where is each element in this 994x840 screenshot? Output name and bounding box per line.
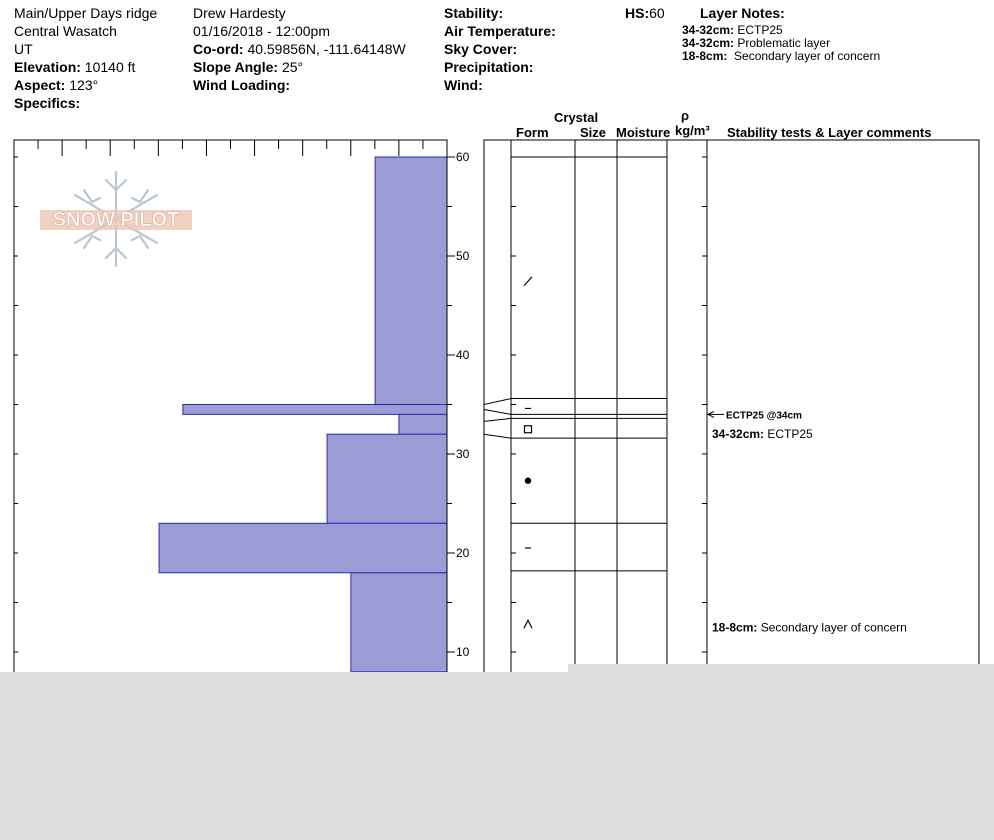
hardness-bar [159,523,447,573]
layer-comment [712,427,813,441]
rho-header: ρ [681,108,690,123]
layer-note-text: Problematic layer [737,36,831,50]
hardness-bar [399,414,447,434]
layer-note-range: 34-32cm: [682,36,735,50]
strata-connector [484,399,511,405]
slope-label: Slope Angle: [193,59,279,75]
hardness-bar [351,573,447,672]
observer-name: Drew Hardesty [193,5,286,21]
layer-comment [712,620,907,634]
strata-connector [484,434,511,438]
stability-label: Stability: [444,5,504,21]
crystal-header: Crystal [554,110,599,125]
lower-panel [0,672,994,840]
height-tick-label: 40 [456,348,470,362]
density-unit-header: kg/m³ [675,123,710,138]
layer-note-text: Secondary layer of concern [734,49,881,63]
form-header: Form [516,125,549,140]
location-name: Main/Upper Days ridge [14,5,158,21]
strata-table [484,140,979,675]
hs-label: HS: [625,5,650,21]
specifics-label: Specifics: [14,95,81,111]
mountain-range: Central Wasatch [14,23,117,39]
hardness-bar [327,434,447,523]
layer-notes-title: Layer Notes: [700,5,785,21]
precipitation-label: Precipitation: [444,59,534,75]
state: UT [14,41,33,57]
grain-form-symbol [524,277,532,286]
layer-note-range: 18-8cm: [682,49,728,63]
coord-value: 40.59856N, -111.64148W [247,41,406,57]
layer-comment-range: 18-8cm: [712,620,761,635]
strata-table-frame [484,140,979,675]
strata-connector [484,409,511,414]
layer-note-text: ECTP25 [737,23,783,37]
hs-value: 60 [649,5,665,21]
layer-comment-range: 34-32cm: [712,427,768,442]
stability-test-label: ECTP25 @34cm [726,410,802,422]
height-tick-label: 20 [456,546,470,560]
coord-label: Co-ord: [193,41,244,57]
observation-datetime: 01/16/2018 - 12:00pm [193,23,330,39]
height-axis [447,150,470,659]
layer-note-range: 34-32cm: [682,23,735,37]
aspect-label: Aspect: [14,77,66,93]
grain-form-symbol [525,426,532,433]
height-tick-label: 50 [456,249,470,263]
lower-panel-edge [568,664,994,672]
air-temperature-label: Air Temperature: [444,23,556,39]
layer-comment-text: ECTP25 [767,427,813,442]
snow-pilot-logo [40,172,192,266]
height-tick-label: 10 [456,645,470,659]
sky-cover-label: Sky Cover: [444,41,518,57]
wind-loading-label: Wind Loading: [193,77,291,93]
height-tick-label: 60 [456,150,470,164]
hardness-bar [375,157,447,405]
layer-comment-text: Secondary layer of concern [760,620,907,635]
elevation-label: Elevation: [14,59,81,75]
grain-form-symbol [525,478,531,484]
height-tick-label: 30 [456,447,470,461]
aspect-value: 123° [69,77,99,93]
strata-connector [484,418,511,421]
slope-value: 25° [281,59,304,75]
hardness-bar [183,405,447,415]
elevation-value: 10140 ft [84,59,136,75]
grain-form-symbol [524,620,532,628]
comments-header: Stability tests & Layer comments [727,125,932,140]
wind-label: Wind: [444,77,483,93]
size-header: Size [580,125,607,140]
logo-text: SNOW PILOT [52,209,180,231]
moisture-header: Moisture [616,125,671,140]
